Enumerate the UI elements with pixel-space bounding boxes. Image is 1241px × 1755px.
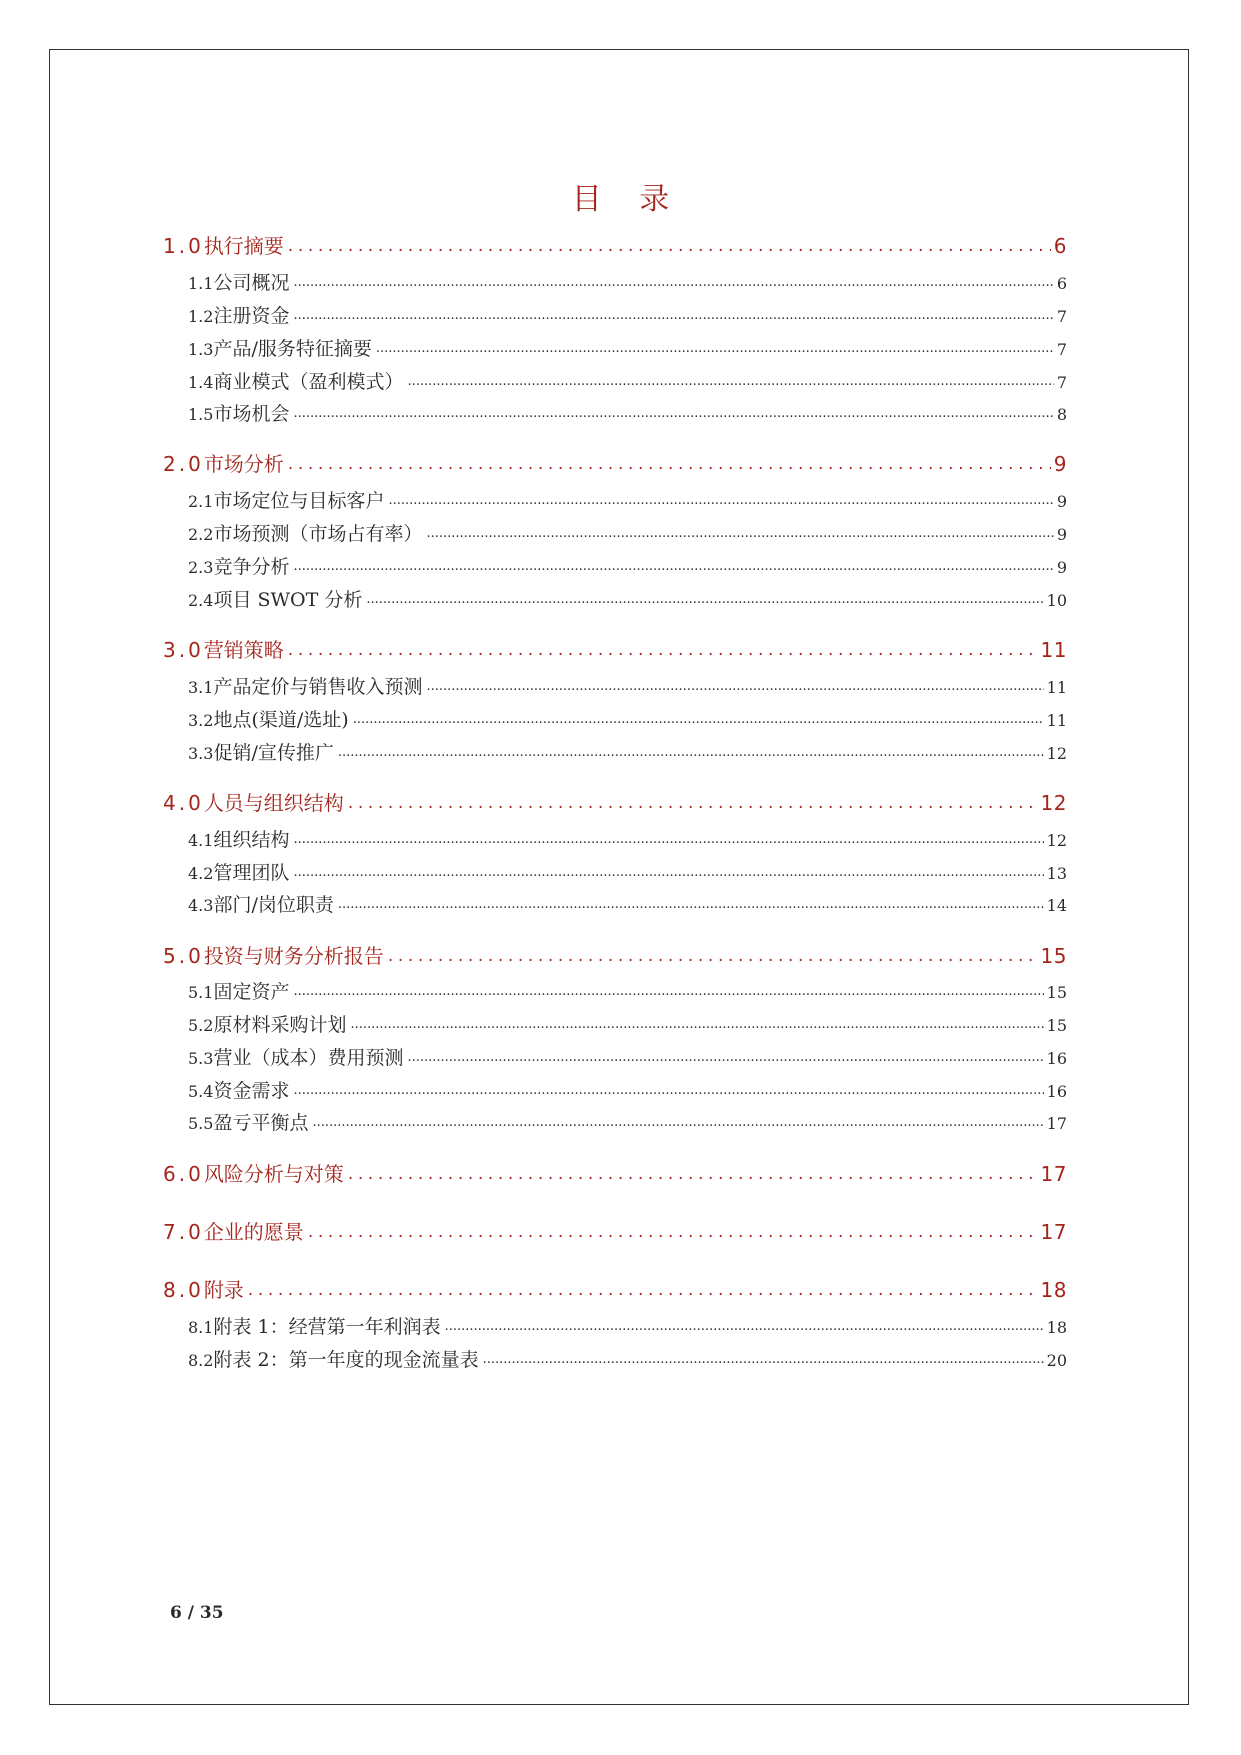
toc-entry-page: 17 xyxy=(1046,1114,1067,1133)
toc-entry-1-3[interactable] xyxy=(188,334,1067,364)
toc-entry-page: 11 xyxy=(1046,711,1067,730)
leader-dots xyxy=(366,588,1043,612)
toc-entry-number: 5.3 xyxy=(188,1049,214,1068)
toc-entry-3-2[interactable] xyxy=(188,705,1067,735)
toc-entry-1-0[interactable] xyxy=(163,231,1067,261)
toc-entry-number: 5.0 xyxy=(163,944,204,968)
toc-entry-number: 3.1 xyxy=(188,678,214,697)
toc-entry-label: 市场机会 xyxy=(213,403,290,425)
leader-dots xyxy=(288,637,1038,663)
toc-entry-page: 11 xyxy=(1046,678,1067,697)
toc-entry-8-0[interactable] xyxy=(163,1275,1067,1305)
toc-entry-number: 6.0 xyxy=(163,1162,204,1186)
toc-entry-page: 12 xyxy=(1046,831,1067,850)
leader-dots xyxy=(293,828,1043,852)
toc-entry-page: 11 xyxy=(1040,638,1067,662)
toc-entry-page: 16 xyxy=(1046,1082,1067,1101)
toc-entry-number: 2.3 xyxy=(188,558,214,577)
toc-entry-label: 人员与组织结构 xyxy=(203,791,344,815)
toc-entry-label: 营业（成本）费用预测 xyxy=(213,1047,404,1069)
page-number: 6 / 35 xyxy=(170,1603,224,1623)
leader-dots xyxy=(376,337,1054,361)
leader-dots xyxy=(293,402,1053,426)
toc-entry-label: 市场定位与目标客户 xyxy=(213,490,385,512)
toc-entry-8-2[interactable] xyxy=(188,1345,1067,1375)
toc-entry-page: 8 xyxy=(1056,405,1067,424)
toc-entry-page: 9 xyxy=(1056,492,1067,511)
toc-entry-5-5[interactable] xyxy=(188,1108,1067,1138)
leader-dots xyxy=(293,1079,1043,1103)
toc-entry-label: 注册资金 xyxy=(213,305,290,327)
toc-entry-number: 3.0 xyxy=(163,638,204,662)
toc-entry-label: 附表 1：经营第一年利润表 xyxy=(213,1316,441,1338)
toc-entry-page: 17 xyxy=(1040,1162,1067,1186)
toc-entry-label: 原材料采购计划 xyxy=(213,1014,347,1036)
toc-entry-page: 7 xyxy=(1056,373,1067,392)
toc-entry-label: 市场分析 xyxy=(203,452,284,476)
leader-dots xyxy=(248,1277,1038,1303)
toc-entry-page: 15 xyxy=(1046,1016,1067,1035)
toc-entry-label: 风险分析与对策 xyxy=(203,1162,344,1186)
toc-entry-page: 9 xyxy=(1053,452,1067,476)
toc-entry-number: 4.2 xyxy=(188,864,214,883)
toc-entry-page: 16 xyxy=(1046,1049,1067,1068)
toc-entry-label: 产品/服务特征摘要 xyxy=(213,338,372,360)
toc-entry-number: 7.0 xyxy=(163,1220,204,1244)
leader-dots xyxy=(426,522,1053,546)
toc-entry-6-0[interactable] xyxy=(163,1159,1067,1189)
toc-entry-label: 市场预测（市场占有率） xyxy=(213,523,423,545)
toc-entry-number: 3.2 xyxy=(188,711,214,730)
toc-entry-page: 10 xyxy=(1046,591,1067,610)
toc-entry-page: 12 xyxy=(1046,744,1067,763)
toc-entry-label: 商业模式（盈利模式） xyxy=(213,371,404,393)
toc-entry-label: 企业的愿景 xyxy=(203,1220,304,1244)
leader-dots xyxy=(348,1161,1038,1187)
toc-entry-1-1[interactable] xyxy=(188,268,1067,298)
toc-entry-5-0[interactable] xyxy=(163,941,1067,971)
toc-entry-number: 5.1 xyxy=(188,983,214,1002)
leader-dots xyxy=(293,861,1043,885)
toc-entry-4-2[interactable] xyxy=(188,858,1067,888)
leader-dots xyxy=(293,304,1053,328)
toc-entry-page: 7 xyxy=(1056,340,1067,359)
leader-dots xyxy=(426,675,1043,699)
toc-entry-label: 营销策略 xyxy=(203,638,284,662)
toc-entry-number: 8.0 xyxy=(163,1278,204,1302)
toc-entry-page: 6 xyxy=(1056,274,1067,293)
toc-entry-label: 管理团队 xyxy=(213,862,290,884)
toc-entry-page: 9 xyxy=(1056,525,1067,544)
toc-entry-1-2[interactable] xyxy=(188,301,1067,331)
toc-entry-page: 13 xyxy=(1046,864,1067,883)
toc-entry-page: 14 xyxy=(1046,896,1067,915)
toc-entry-number: 8.1 xyxy=(188,1318,214,1337)
toc-entry-page: 18 xyxy=(1046,1318,1067,1337)
toc-entry-number: 1.3 xyxy=(188,340,214,359)
toc-entry-label: 地点(渠道/选址) xyxy=(213,709,349,731)
toc-entry-label: 附表 2：第一年度的现金流量表 xyxy=(213,1349,479,1371)
toc-entry-3-0[interactable] xyxy=(163,635,1067,665)
toc-entry-label: 部门/岗位职责 xyxy=(213,894,334,916)
toc-entry-number: 5.2 xyxy=(188,1016,214,1035)
toc-entry-number: 5.5 xyxy=(188,1114,214,1133)
leader-dots xyxy=(312,1111,1043,1135)
leader-dots xyxy=(388,489,1053,513)
toc-entry-page: 15 xyxy=(1046,983,1067,1002)
toc-entry-label: 促销/宣传推广 xyxy=(213,742,334,764)
toc-entry-label: 项目 SWOT 分析 xyxy=(213,589,363,611)
toc-entry-number: 4.0 xyxy=(163,791,204,815)
leader-dots xyxy=(407,370,1053,394)
toc-entry-page: 7 xyxy=(1056,307,1067,326)
toc-entry-number: 1.2 xyxy=(188,307,214,326)
leader-dots xyxy=(445,1315,1044,1339)
toc-entry-2-0[interactable] xyxy=(163,449,1067,479)
leader-dots xyxy=(293,555,1053,579)
toc-entry-label: 资金需求 xyxy=(213,1080,290,1102)
toc-entry-page: 6 xyxy=(1053,234,1067,258)
toc-entry-number: 4.1 xyxy=(188,831,214,850)
toc-title: 目 录 xyxy=(571,182,684,217)
toc-entry-label: 产品定价与销售收入预测 xyxy=(213,676,423,698)
toc-entry-2-4[interactable] xyxy=(188,585,1067,615)
leader-dots xyxy=(293,271,1053,295)
toc-entry-number: 1.0 xyxy=(163,234,204,258)
toc-entry-label: 投资与财务分析报告 xyxy=(203,944,384,968)
toc-entry-4-0[interactable] xyxy=(163,788,1067,818)
toc-entry-2-1[interactable] xyxy=(188,486,1067,516)
toc-entry-page: 17 xyxy=(1040,1220,1067,1244)
toc-entry-1-4[interactable] xyxy=(188,367,1067,397)
toc-entry-page: 18 xyxy=(1040,1278,1067,1302)
toc-entry-number: 1.5 xyxy=(188,405,214,424)
toc-entry-5-2[interactable] xyxy=(188,1010,1067,1040)
leader-dots xyxy=(288,233,1051,259)
toc-entry-label: 竞争分析 xyxy=(213,556,290,578)
leader-dots xyxy=(293,980,1043,1004)
toc-entry-label: 固定资产 xyxy=(213,981,290,1003)
leader-dots xyxy=(348,790,1038,816)
toc-entry-page: 15 xyxy=(1040,944,1067,968)
leader-dots xyxy=(350,1013,1043,1037)
toc-entry-page: 9 xyxy=(1056,558,1067,577)
leader-dots xyxy=(338,893,1044,917)
toc-entry-label: 执行摘要 xyxy=(203,234,284,258)
toc-entry-7-0[interactable] xyxy=(163,1217,1067,1247)
leader-dots xyxy=(288,451,1051,477)
leader-dots xyxy=(483,1348,1044,1372)
toc-entry-number: 8.2 xyxy=(188,1351,214,1370)
toc-entry-number: 2.2 xyxy=(188,525,214,544)
toc-entry-number: 2.1 xyxy=(188,492,214,511)
toc-entry-label: 盈亏平衡点 xyxy=(213,1112,309,1134)
toc-entry-5-3[interactable] xyxy=(188,1043,1067,1073)
toc-entry-page: 12 xyxy=(1040,791,1067,815)
toc-entry-2-2[interactable] xyxy=(188,519,1067,549)
toc-entry-number: 2.0 xyxy=(163,452,204,476)
toc-entry-4-1[interactable] xyxy=(188,825,1067,855)
toc-entry-5-1[interactable] xyxy=(188,977,1067,1007)
toc-entry-5-4[interactable] xyxy=(188,1076,1067,1106)
leader-dots xyxy=(353,708,1044,732)
toc-entry-number: 5.4 xyxy=(188,1082,214,1101)
leader-dots xyxy=(407,1046,1043,1070)
toc-entry-label: 公司概况 xyxy=(213,272,290,294)
toc-entry-3-3[interactable] xyxy=(188,738,1067,768)
leader-dots xyxy=(388,943,1038,969)
toc-entry-number: 2.4 xyxy=(188,591,214,610)
leader-dots xyxy=(338,741,1044,765)
toc-entry-page: 20 xyxy=(1046,1351,1067,1370)
toc-entry-4-3[interactable] xyxy=(188,890,1067,920)
toc-entry-label: 组织结构 xyxy=(213,829,290,851)
toc-entry-2-3[interactable] xyxy=(188,552,1067,582)
toc-entry-8-1[interactable] xyxy=(188,1312,1067,1342)
leader-dots xyxy=(308,1219,1038,1245)
toc-entry-number: 1.4 xyxy=(188,373,214,392)
toc-entry-number: 3.3 xyxy=(188,744,214,763)
toc-entry-number: 1.1 xyxy=(188,274,214,293)
toc-entry-1-5[interactable] xyxy=(188,399,1067,429)
toc-entry-label: 附录 xyxy=(203,1278,244,1302)
toc-entry-number: 4.3 xyxy=(188,896,214,915)
toc-entry-3-1[interactable] xyxy=(188,672,1067,702)
